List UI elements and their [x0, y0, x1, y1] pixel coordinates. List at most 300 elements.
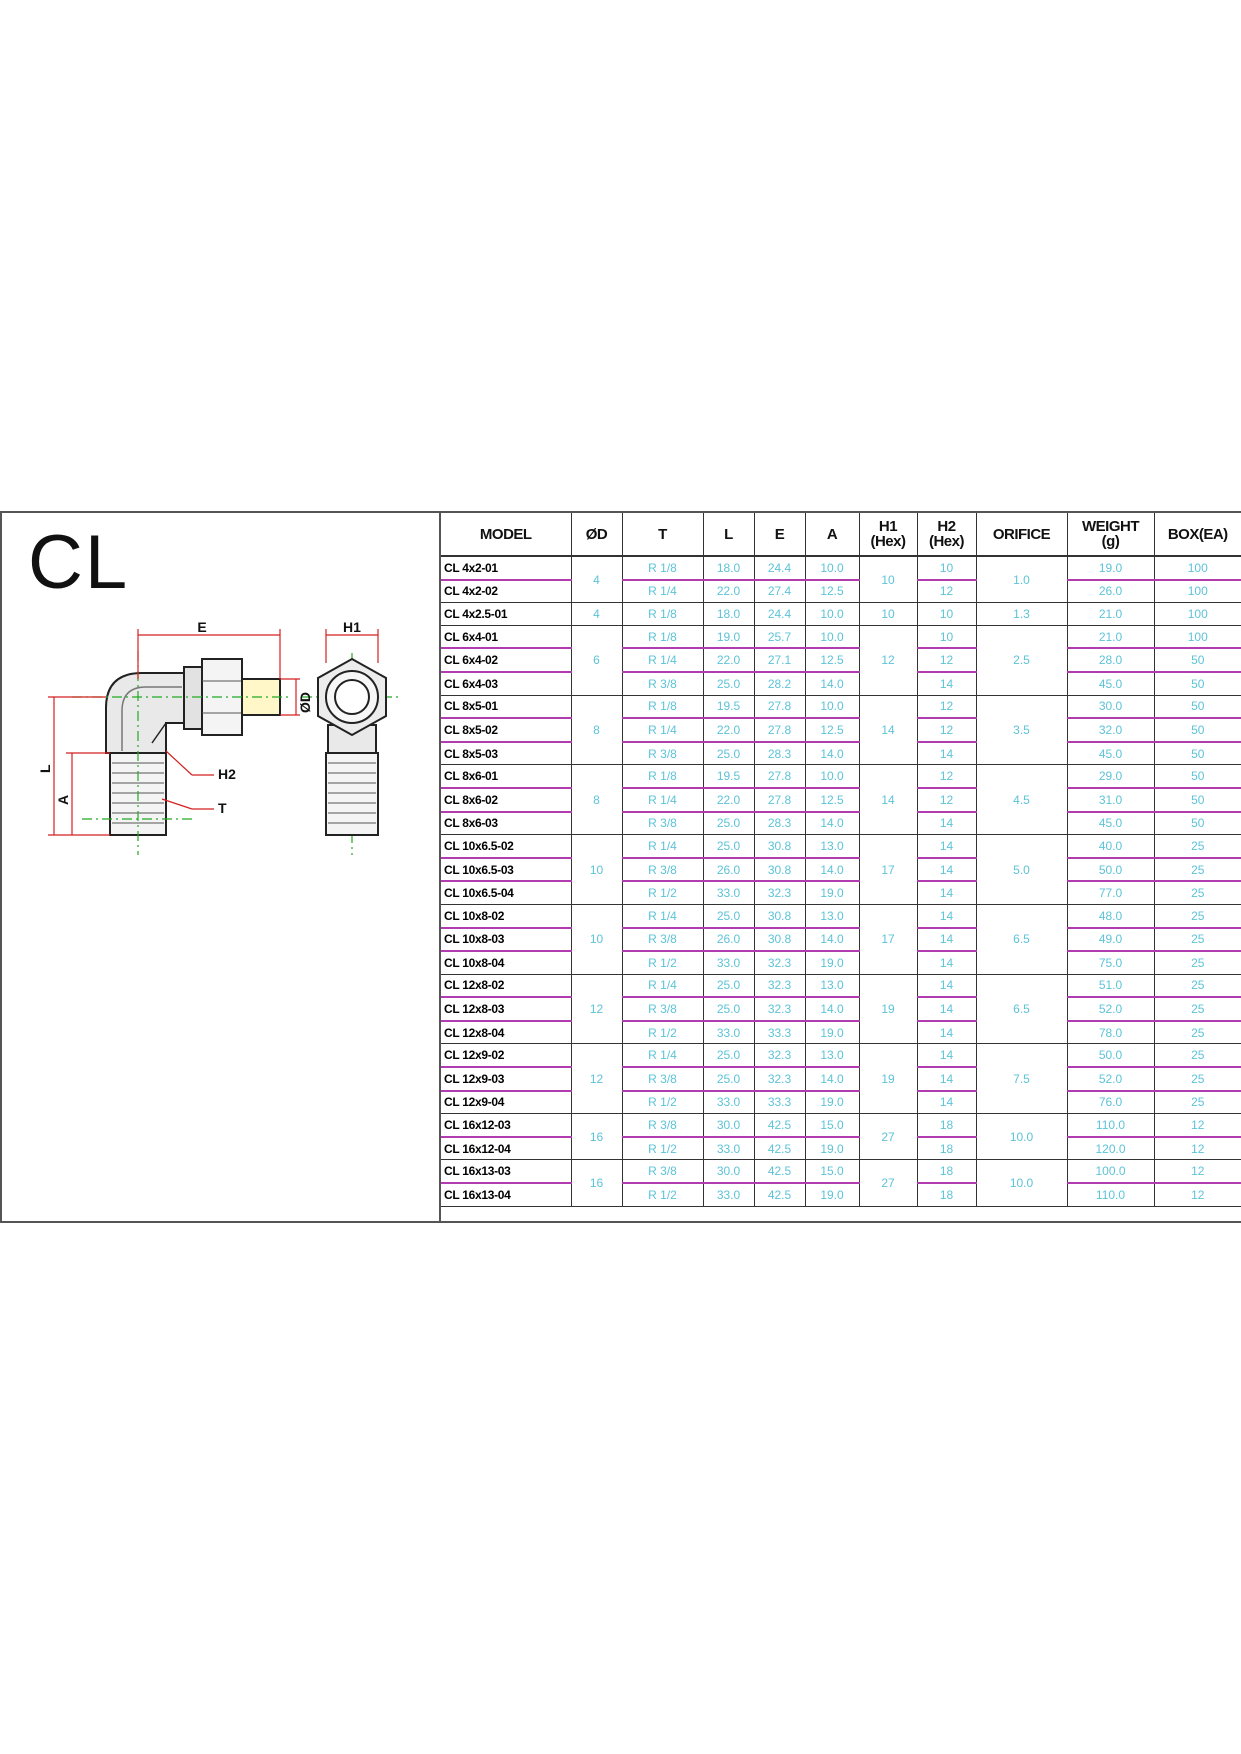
header-h2: H2 (Hex) — [917, 513, 976, 556]
cell-od: 6 — [571, 625, 622, 695]
cell-h1: 17 — [859, 835, 917, 905]
cell-a: 15.0 — [805, 1114, 859, 1137]
cell-e: 27.1 — [754, 648, 805, 672]
cell-a: 10.0 — [805, 603, 859, 626]
cell-h2: 12 — [917, 718, 976, 742]
cell-weight: 40.0 — [1067, 835, 1154, 858]
cell-h2: 10 — [917, 603, 976, 626]
cell-od: 16 — [571, 1160, 622, 1206]
cell-model: CL 8x6-02 — [441, 788, 571, 812]
cell-t: R 1/2 — [622, 1183, 703, 1206]
cell-t: R 1/8 — [622, 765, 703, 788]
drawing-panel — [0, 513, 441, 1221]
cell-e: 24.4 — [754, 556, 805, 580]
cell-t: R 3/8 — [622, 812, 703, 835]
cell-e: 30.8 — [754, 835, 805, 858]
model-title: CL — [28, 520, 130, 605]
cell-weight: 29.0 — [1067, 765, 1154, 788]
cell-e: 27.8 — [754, 765, 805, 788]
header-od: ØD — [571, 513, 622, 556]
cell-t: R 1/4 — [622, 788, 703, 812]
cell-l: 33.0 — [703, 951, 754, 974]
cell-box: 25 — [1154, 928, 1241, 952]
cell-model: CL 10x6.5-03 — [441, 858, 571, 882]
cell-e: 28.3 — [754, 812, 805, 835]
table-row — [441, 974, 1241, 997]
cell-h1: 19 — [859, 1044, 917, 1114]
table-row — [441, 835, 1241, 858]
cell-e: 27.4 — [754, 580, 805, 603]
cell-model: CL 12x8-02 — [441, 974, 571, 997]
table-row — [441, 580, 1241, 603]
table-row — [441, 648, 1241, 672]
cell-model: CL 4x2-02 — [441, 580, 571, 603]
cell-model: CL 16x12-04 — [441, 1137, 571, 1160]
cell-box: 50 — [1154, 742, 1241, 765]
cell-box: 50 — [1154, 765, 1241, 788]
table-row — [441, 858, 1241, 882]
cell-h2: 14 — [917, 928, 976, 952]
table-row — [441, 625, 1241, 648]
header-orifice: ORIFICE — [976, 513, 1067, 556]
cell-h2: 14 — [917, 881, 976, 904]
cell-weight: 49.0 — [1067, 928, 1154, 952]
cell-weight: 48.0 — [1067, 904, 1154, 927]
cell-l: 25.0 — [703, 974, 754, 997]
cell-t: R 1/8 — [622, 695, 703, 718]
cell-weight: 76.0 — [1067, 1091, 1154, 1114]
cell-model: CL 4x2.5-01 — [441, 603, 571, 626]
cell-model: CL 8x6-01 — [441, 765, 571, 788]
cell-l: 25.0 — [703, 1067, 754, 1091]
cell-l: 26.0 — [703, 858, 754, 882]
cell-e: 42.5 — [754, 1114, 805, 1137]
cell-a: 14.0 — [805, 672, 859, 695]
cell-a: 13.0 — [805, 835, 859, 858]
cell-e: 28.3 — [754, 742, 805, 765]
cell-a: 10.0 — [805, 695, 859, 718]
cell-h2: 10 — [917, 556, 976, 580]
cell-weight: 45.0 — [1067, 742, 1154, 765]
label-l: L — [37, 764, 53, 773]
cell-od: 12 — [571, 1044, 622, 1114]
label-e: E — [197, 619, 207, 635]
cell-l: 26.0 — [703, 928, 754, 952]
cell-model: CL 10x8-04 — [441, 951, 571, 974]
cell-box: 25 — [1154, 974, 1241, 997]
cell-t: R 3/8 — [622, 672, 703, 695]
cell-h2: 14 — [917, 1021, 976, 1044]
cell-model: CL 16x13-04 — [441, 1183, 571, 1206]
cell-od: 10 — [571, 835, 622, 905]
cell-l: 30.0 — [703, 1114, 754, 1137]
label-h1: H1 — [343, 619, 361, 635]
cell-h2: 12 — [917, 648, 976, 672]
cell-e: 32.3 — [754, 1067, 805, 1091]
cell-model: CL 12x9-03 — [441, 1067, 571, 1091]
table-row — [441, 1021, 1241, 1044]
table-row — [441, 1091, 1241, 1114]
cell-orifice: 10.0 — [976, 1114, 1067, 1160]
cell-l: 18.0 — [703, 603, 754, 626]
cell-l: 25.0 — [703, 997, 754, 1021]
cell-e: 33.3 — [754, 1091, 805, 1114]
cell-l: 25.0 — [703, 672, 754, 695]
table-row — [441, 1067, 1241, 1091]
cell-l: 19.5 — [703, 765, 754, 788]
table-row — [441, 1044, 1241, 1067]
label-od: ØD — [297, 692, 313, 713]
cell-orifice: 3.5 — [976, 695, 1067, 765]
table-header-row — [441, 513, 1241, 556]
cell-orifice: 4.5 — [976, 765, 1067, 835]
cell-orifice: 6.5 — [976, 904, 1067, 974]
cell-model: CL 10x8-02 — [441, 904, 571, 927]
cell-t: R 1/2 — [622, 1021, 703, 1044]
table-row — [441, 765, 1241, 788]
cell-a: 10.0 — [805, 556, 859, 580]
cell-e: 27.8 — [754, 718, 805, 742]
cell-t: R 1/2 — [622, 951, 703, 974]
label-h2: H2 — [218, 766, 236, 782]
table-row — [441, 603, 1241, 626]
cell-a: 19.0 — [805, 1021, 859, 1044]
cell-h1: 10 — [859, 603, 917, 626]
cell-weight: 45.0 — [1067, 812, 1154, 835]
cell-l: 33.0 — [703, 881, 754, 904]
header-t: T — [622, 513, 703, 556]
cell-l: 25.0 — [703, 835, 754, 858]
header-h1: H1 (Hex) — [859, 513, 917, 556]
cell-weight: 100.0 — [1067, 1160, 1154, 1183]
cell-weight: 31.0 — [1067, 788, 1154, 812]
cell-h2: 12 — [917, 765, 976, 788]
cell-a: 19.0 — [805, 951, 859, 974]
cell-weight: 52.0 — [1067, 1067, 1154, 1091]
cell-model: CL 12x8-03 — [441, 997, 571, 1021]
label-a: A — [55, 794, 71, 805]
cell-h2: 18 — [917, 1137, 976, 1160]
cell-model: CL 10x8-03 — [441, 928, 571, 952]
label-t: T — [218, 800, 227, 816]
cell-weight: 110.0 — [1067, 1183, 1154, 1206]
cell-od: 12 — [571, 974, 622, 1044]
cell-a: 12.5 — [805, 580, 859, 603]
front-view — [318, 659, 386, 835]
cell-h1: 27 — [859, 1114, 917, 1160]
cell-l: 25.0 — [703, 742, 754, 765]
cell-t: R 1/2 — [622, 1137, 703, 1160]
cell-weight: 75.0 — [1067, 951, 1154, 974]
cell-t: R 3/8 — [622, 742, 703, 765]
cell-a: 14.0 — [805, 858, 859, 882]
cell-h2: 14 — [917, 974, 976, 997]
cell-h2: 14 — [917, 812, 976, 835]
cell-l: 33.0 — [703, 1091, 754, 1114]
table-row — [441, 1114, 1241, 1137]
cell-l: 33.0 — [703, 1021, 754, 1044]
cell-h2: 12 — [917, 580, 976, 603]
cell-h2: 14 — [917, 951, 976, 974]
header-l: L — [703, 513, 754, 556]
cell-t: R 1/8 — [622, 556, 703, 580]
cell-h2: 18 — [917, 1183, 976, 1206]
cell-box: 100 — [1154, 580, 1241, 603]
cell-h2: 12 — [917, 788, 976, 812]
cell-l: 22.0 — [703, 788, 754, 812]
cell-od: 4 — [571, 556, 622, 603]
cell-l: 25.0 — [703, 1044, 754, 1067]
cell-a: 19.0 — [805, 1137, 859, 1160]
table-row — [441, 881, 1241, 904]
cell-e: 33.3 — [754, 1021, 805, 1044]
cell-l: 22.0 — [703, 718, 754, 742]
cell-t: R 3/8 — [622, 858, 703, 882]
cell-weight: 51.0 — [1067, 974, 1154, 997]
cell-a: 19.0 — [805, 1091, 859, 1114]
cell-e: 32.3 — [754, 881, 805, 904]
cell-e: 42.5 — [754, 1137, 805, 1160]
cell-h2: 14 — [917, 904, 976, 927]
cell-weight: 19.0 — [1067, 556, 1154, 580]
cell-box: 12 — [1154, 1183, 1241, 1206]
cell-weight: 21.0 — [1067, 625, 1154, 648]
cell-l: 33.0 — [703, 1137, 754, 1160]
cell-h2: 14 — [917, 858, 976, 882]
cell-a: 19.0 — [805, 881, 859, 904]
cell-orifice: 10.0 — [976, 1160, 1067, 1206]
table-row — [441, 904, 1241, 927]
cell-a: 14.0 — [805, 928, 859, 952]
cell-t: R 3/8 — [622, 1114, 703, 1137]
cell-e: 32.3 — [754, 997, 805, 1021]
cell-e: 32.3 — [754, 974, 805, 997]
cell-model: CL 6x4-02 — [441, 648, 571, 672]
cell-h1: 14 — [859, 765, 917, 835]
cell-e: 32.3 — [754, 951, 805, 974]
cell-a: 12.5 — [805, 648, 859, 672]
cell-t: R 1/4 — [622, 835, 703, 858]
cell-a: 15.0 — [805, 1160, 859, 1183]
cell-box: 25 — [1154, 1091, 1241, 1114]
cell-h2: 18 — [917, 1160, 976, 1183]
cell-t: R 1/2 — [622, 1091, 703, 1114]
cell-h1: 17 — [859, 904, 917, 974]
cell-l: 33.0 — [703, 1183, 754, 1206]
cell-t: R 3/8 — [622, 1160, 703, 1183]
cell-h1: 12 — [859, 625, 917, 695]
cell-t: R 3/8 — [622, 997, 703, 1021]
cell-weight: 110.0 — [1067, 1114, 1154, 1137]
cell-e: 42.5 — [754, 1183, 805, 1206]
table-row — [441, 695, 1241, 718]
cell-l: 22.0 — [703, 580, 754, 603]
cell-e: 28.2 — [754, 672, 805, 695]
cell-box: 100 — [1154, 625, 1241, 648]
cell-weight: 30.0 — [1067, 695, 1154, 718]
cell-od: 16 — [571, 1114, 622, 1160]
cell-orifice: 6.5 — [976, 974, 1067, 1044]
cell-model: CL 10x6.5-04 — [441, 881, 571, 904]
cell-box: 12 — [1154, 1160, 1241, 1183]
cell-weight: 32.0 — [1067, 718, 1154, 742]
cell-l: 25.0 — [703, 904, 754, 927]
cell-weight: 120.0 — [1067, 1137, 1154, 1160]
cell-a: 14.0 — [805, 812, 859, 835]
cell-model: CL 16x12-03 — [441, 1114, 571, 1137]
cell-t: R 1/4 — [622, 1044, 703, 1067]
cell-a: 14.0 — [805, 742, 859, 765]
cell-t: R 1/4 — [622, 648, 703, 672]
cell-t: R 3/8 — [622, 1067, 703, 1091]
cell-model: CL 12x9-04 — [441, 1091, 571, 1114]
cell-model: CL 10x6.5-02 — [441, 835, 571, 858]
cell-model: CL 6x4-01 — [441, 625, 571, 648]
cell-box: 12 — [1154, 1114, 1241, 1137]
cell-e: 30.8 — [754, 858, 805, 882]
cell-a: 12.5 — [805, 788, 859, 812]
table-row — [441, 556, 1241, 580]
cell-t: R 1/4 — [622, 580, 703, 603]
cell-box: 25 — [1154, 951, 1241, 974]
cell-weight: 26.0 — [1067, 580, 1154, 603]
cell-model: CL 6x4-03 — [441, 672, 571, 695]
cell-weight: 50.0 — [1067, 1044, 1154, 1067]
table-row — [441, 997, 1241, 1021]
cell-a: 14.0 — [805, 1067, 859, 1091]
cell-weight: 78.0 — [1067, 1021, 1154, 1044]
header-box: BOX(EA) — [1154, 513, 1241, 556]
cell-od: 4 — [571, 603, 622, 626]
cell-t: R 1/8 — [622, 625, 703, 648]
cell-box: 50 — [1154, 695, 1241, 718]
cell-box: 50 — [1154, 788, 1241, 812]
cell-t: R 1/2 — [622, 881, 703, 904]
cell-h1: 10 — [859, 556, 917, 603]
cell-e: 30.8 — [754, 904, 805, 927]
cell-model: CL 8x5-01 — [441, 695, 571, 718]
cell-h2: 12 — [917, 695, 976, 718]
cell-box: 25 — [1154, 1067, 1241, 1091]
cell-a: 12.5 — [805, 718, 859, 742]
cell-weight: 21.0 — [1067, 603, 1154, 626]
cell-a: 14.0 — [805, 997, 859, 1021]
cell-l: 22.0 — [703, 648, 754, 672]
cell-e: 30.8 — [754, 928, 805, 952]
cell-l: 19.5 — [703, 695, 754, 718]
cell-l: 18.0 — [703, 556, 754, 580]
cell-a: 13.0 — [805, 904, 859, 927]
cell-h2: 14 — [917, 1067, 976, 1091]
cell-weight: 50.0 — [1067, 858, 1154, 882]
cell-h1: 27 — [859, 1160, 917, 1206]
cell-h2: 14 — [917, 997, 976, 1021]
cell-t: R 3/8 — [622, 928, 703, 952]
cell-e: 25.7 — [754, 625, 805, 648]
cell-model: CL 8x5-02 — [441, 718, 571, 742]
cell-weight: 77.0 — [1067, 881, 1154, 904]
cell-a: 19.0 — [805, 1183, 859, 1206]
table-row — [441, 1160, 1241, 1183]
cell-t: R 1/8 — [622, 603, 703, 626]
table-row — [441, 788, 1241, 812]
cell-orifice: 7.5 — [976, 1044, 1067, 1114]
cell-box: 100 — [1154, 556, 1241, 580]
cell-orifice: 2.5 — [976, 625, 1067, 695]
table-row — [441, 672, 1241, 695]
header-e: E — [754, 513, 805, 556]
specification-table — [441, 513, 1241, 1207]
cell-h1: 19 — [859, 974, 917, 1044]
cell-t: R 1/4 — [622, 904, 703, 927]
header-model: MODEL — [441, 513, 571, 556]
cell-model: CL 8x5-03 — [441, 742, 571, 765]
cell-box: 25 — [1154, 997, 1241, 1021]
cell-t: R 1/4 — [622, 974, 703, 997]
cell-model: CL 12x8-04 — [441, 1021, 571, 1044]
cell-box: 50 — [1154, 718, 1241, 742]
cell-box: 25 — [1154, 1044, 1241, 1067]
table-row — [441, 1183, 1241, 1206]
cell-box: 50 — [1154, 672, 1241, 695]
spec-sheet — [0, 511, 1241, 1223]
cell-l: 25.0 — [703, 812, 754, 835]
elbow-fitting-drawing — [37, 619, 422, 863]
cell-orifice: 1.0 — [976, 556, 1067, 603]
cell-l: 19.0 — [703, 625, 754, 648]
table-row — [441, 718, 1241, 742]
cell-weight: 28.0 — [1067, 648, 1154, 672]
cell-box: 50 — [1154, 812, 1241, 835]
header-weight: WEIGHT (g) — [1067, 513, 1154, 556]
cell-box: 100 — [1154, 603, 1241, 626]
cell-box: 50 — [1154, 648, 1241, 672]
cell-h2: 14 — [917, 1091, 976, 1114]
cell-h2: 18 — [917, 1114, 976, 1137]
table-row — [441, 742, 1241, 765]
table-row — [441, 812, 1241, 835]
cell-model: CL 16x13-03 — [441, 1160, 571, 1183]
cell-box: 25 — [1154, 904, 1241, 927]
cell-e: 32.3 — [754, 1044, 805, 1067]
cell-e: 42.5 — [754, 1160, 805, 1183]
cell-od: 8 — [571, 695, 622, 765]
cell-h2: 14 — [917, 835, 976, 858]
cell-e: 24.4 — [754, 603, 805, 626]
header-a: A — [805, 513, 859, 556]
cell-box: 12 — [1154, 1137, 1241, 1160]
table-row — [441, 928, 1241, 952]
cell-od: 8 — [571, 765, 622, 835]
cell-model: CL 8x6-03 — [441, 812, 571, 835]
cell-weight: 45.0 — [1067, 672, 1154, 695]
table-body — [441, 556, 1241, 1206]
cell-h2: 14 — [917, 1044, 976, 1067]
cell-a: 13.0 — [805, 974, 859, 997]
table-row — [441, 951, 1241, 974]
cell-l: 30.0 — [703, 1160, 754, 1183]
cell-box: 25 — [1154, 881, 1241, 904]
cell-model: CL 4x2-01 — [441, 556, 571, 580]
cell-h2: 10 — [917, 625, 976, 648]
cell-a: 10.0 — [805, 765, 859, 788]
cell-box: 25 — [1154, 1021, 1241, 1044]
cell-orifice: 5.0 — [976, 835, 1067, 905]
cell-weight: 52.0 — [1067, 997, 1154, 1021]
cell-orifice: 1.3 — [976, 603, 1067, 626]
cell-box: 25 — [1154, 835, 1241, 858]
table-row — [441, 1137, 1241, 1160]
